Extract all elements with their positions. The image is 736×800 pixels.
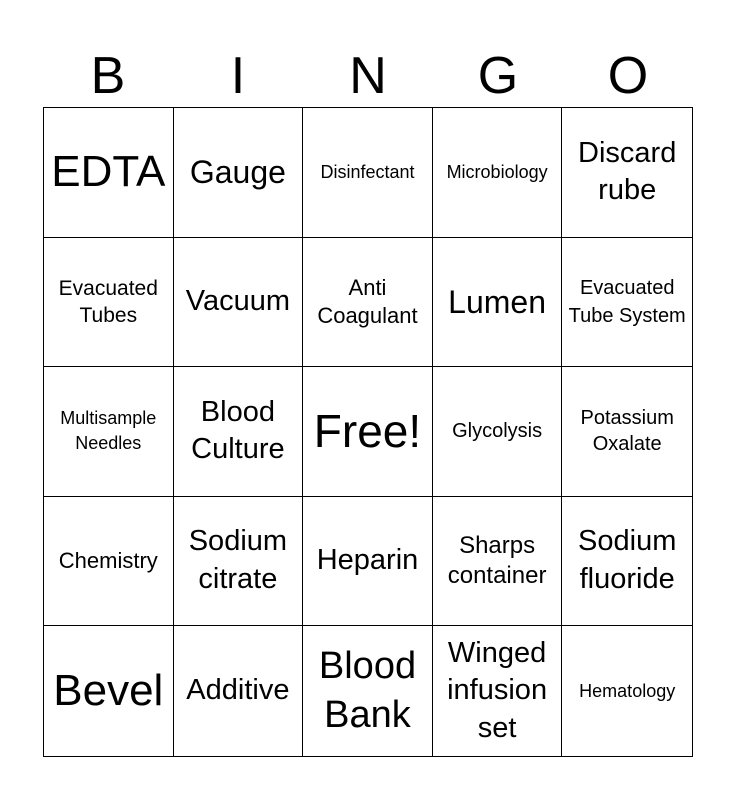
bingo-cell[interactable]: [303, 238, 433, 368]
bingo-cell[interactable]: [303, 497, 433, 627]
cell-label: EDTA: [51, 147, 166, 196]
bingo-cell[interactable]: [174, 626, 304, 756]
header-letter-o: O: [607, 47, 649, 105]
bingo-cell[interactable]: [562, 497, 692, 627]
bingo-cell[interactable]: [562, 367, 692, 497]
cell-label: Winged infusion set: [447, 636, 548, 745]
bingo-cell[interactable]: [174, 367, 304, 497]
cell-label: Hematology: [579, 680, 676, 701]
cell-label: Disinfectant: [320, 161, 415, 182]
cell-label: Chemistry: [58, 548, 158, 574]
header-letter-b: B: [90, 47, 126, 105]
bingo-cell[interactable]: [303, 108, 433, 238]
cell-label: Gauge: [189, 154, 286, 191]
cell-label: Discard rube: [578, 136, 677, 207]
cell-label: Vacuum: [185, 285, 290, 318]
bingo-cell[interactable]: [433, 108, 563, 238]
cell-label: Lumen: [448, 283, 547, 320]
cell-label: Bevel: [53, 665, 164, 715]
bingo-cell[interactable]: [44, 367, 174, 497]
cell-label: Multisample Needles: [60, 408, 157, 454]
cell-label: Sodium citrate: [188, 525, 288, 596]
bingo-cell[interactable]: [433, 626, 563, 756]
cell-label: Sharps container: [447, 532, 547, 590]
cell-label: Additive: [186, 674, 290, 707]
cell-label: Glycolysis: [452, 420, 543, 443]
cell-label: Microbiology: [446, 161, 548, 182]
bingo-cell[interactable]: [174, 238, 304, 368]
cell-label: Heparin: [316, 544, 419, 577]
cell-label: Blood Bank: [318, 644, 417, 737]
header-letter-g: G: [477, 47, 519, 105]
bingo-cell[interactable]: [44, 238, 174, 368]
header-letter-i: I: [230, 47, 246, 105]
cell-label: Blood Culture: [191, 395, 285, 466]
bingo-cell[interactable]: [303, 626, 433, 756]
bingo-cell[interactable]: [44, 626, 174, 756]
bingo-cell[interactable]: [433, 367, 563, 497]
bingo-cell[interactable]: [174, 108, 304, 238]
bingo-header: [43, 48, 693, 104]
free-space-label: Free!: [313, 405, 422, 458]
bingo-cell[interactable]: [44, 497, 174, 627]
bingo-board: [43, 107, 693, 757]
bingo-cell[interactable]: [433, 238, 563, 368]
bingo-cell[interactable]: [174, 497, 304, 627]
bingo-cell[interactable]: [433, 497, 563, 627]
cell-label: Evacuated Tubes: [58, 276, 158, 327]
cell-label: Sodium fluoride: [578, 525, 677, 596]
bingo-cell[interactable]: [562, 108, 692, 238]
free-space[interactable]: [303, 367, 433, 497]
cell-label: Evacuated Tube System: [568, 276, 686, 327]
header-letter-n: N: [349, 47, 387, 105]
cell-label: Anti Coagulant: [317, 275, 418, 328]
cell-label: Potassium Oxalate: [580, 407, 674, 456]
bingo-cell[interactable]: [44, 108, 174, 238]
bingo-cell[interactable]: [562, 238, 692, 368]
bingo-cell[interactable]: [562, 626, 692, 756]
